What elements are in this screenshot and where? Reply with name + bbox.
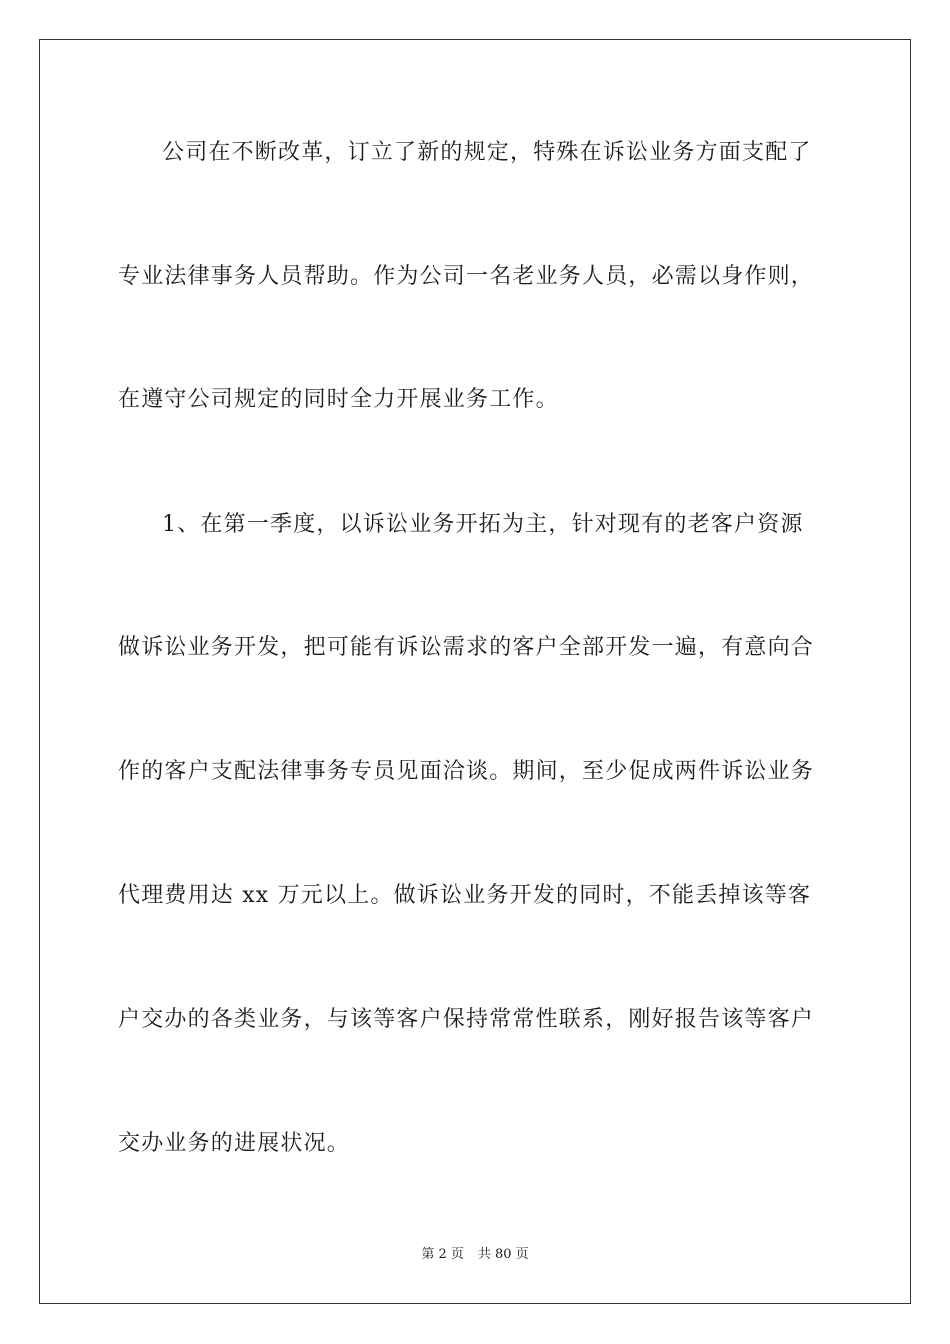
page-border <box>39 39 911 1304</box>
paragraph-1-line-1: 公司在不断改革，订立了新的规定，特殊在诉讼业务方面支配了 <box>162 140 812 165</box>
page-total: 共 80 页 <box>477 1247 529 1262</box>
paragraph-2-line-6: 交办业务的进展状况。 <box>118 1131 351 1156</box>
paragraph-2-line-4: 代理费用达 xx 万元以上。做诉讼业务开发的同时，不能丢掉该等客 <box>118 883 812 908</box>
page-footer <box>0 1246 950 1264</box>
paragraph-1-line-3: 在遵守公司规定的同时全力开展业务工作。 <box>118 387 559 412</box>
paragraph-2-line-1: 1、在第一季度，以诉讼业务开拓为主，针对现有的老客户资源 <box>162 512 804 537</box>
page-number: 第 2 页 <box>421 1247 464 1262</box>
paragraph-2-line-2: 做诉讼业务开发，把可能有诉讼需求的客户全部开发一遍，有意向合 <box>118 635 815 660</box>
paragraph-1-line-2: 专业法律事务人员帮助。作为公司一名老业务人员，必需以身作则， <box>118 264 815 289</box>
paragraph-2-line-3: 作的客户支配法律事务专员见面洽谈。期间，至少促成两件诉讼业务 <box>118 759 815 784</box>
paragraph-2-line-5: 户交办的各类业务，与该等客户保持常常性联系，刚好报告该等客户 <box>118 1007 815 1032</box>
